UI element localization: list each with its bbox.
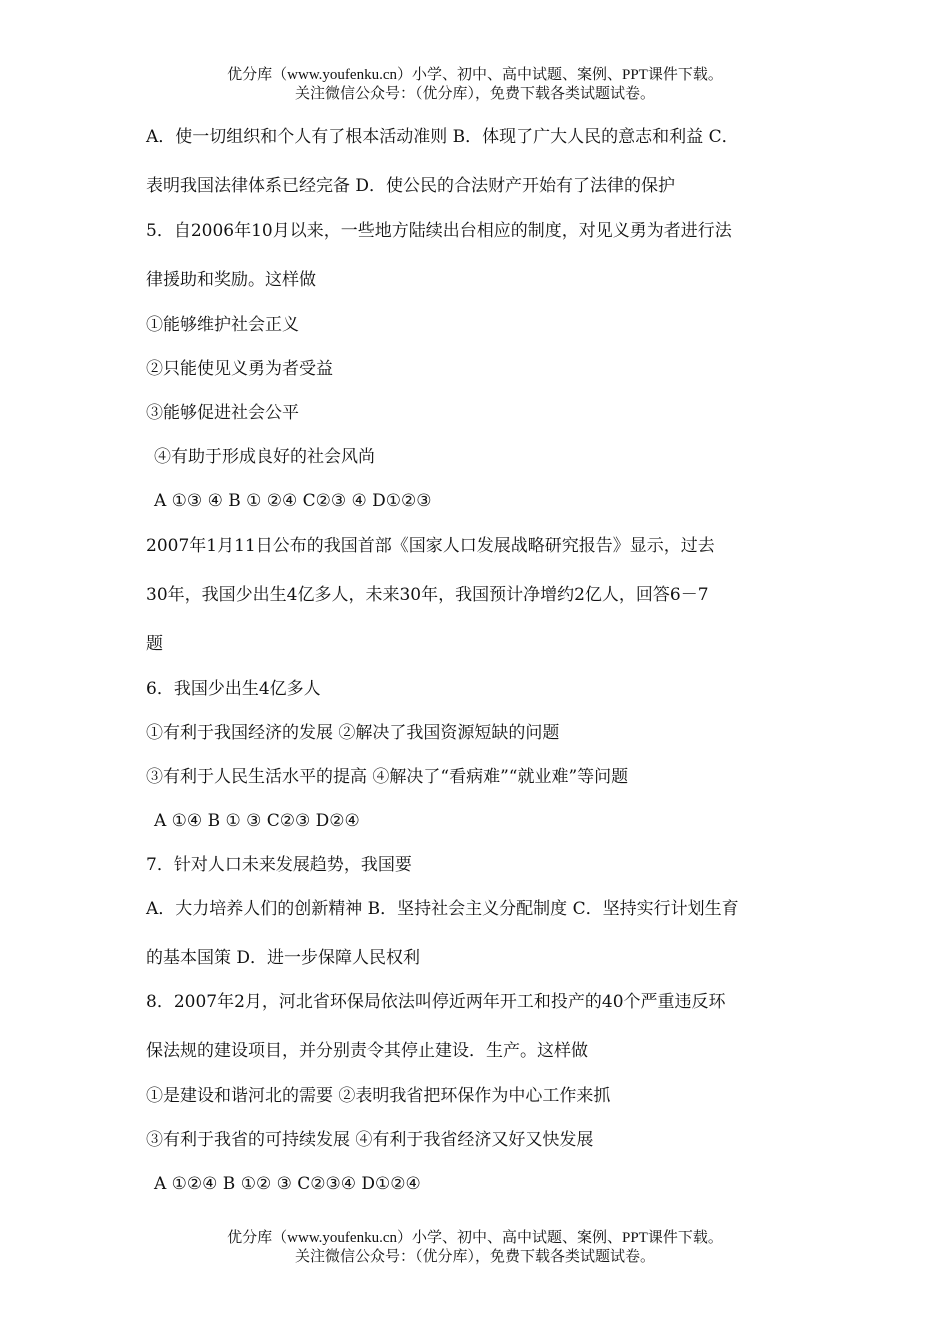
q6-choices: A ①④ B ① ③ C②③ D②④ — [154, 811, 360, 831]
page-footer — [0, 1229, 950, 1267]
q7-stem: 7．针对人口未来发展趋势，我国要 — [146, 855, 412, 875]
q5-stem-line-2: 律援助和奖励。这样做 — [146, 270, 316, 290]
q5-statement-3: ③能够促进社会公平 — [146, 403, 299, 423]
q5-stem-line-1: 5．自2006年10月以来，一些地方陆续出台相应的制度，对见义勇为者进行法 — [146, 221, 732, 241]
q8-statements-1-2: ①是建设和谐河北的需要 ②表明我省把环保作为中心工作来抓 — [146, 1086, 611, 1106]
q4-options-line-2: 表明我国法律体系已经完备 D．使公民的合法财产开始有了法律的保护 — [146, 176, 676, 196]
q7-options-line-2: 的基本国策 D．进一步保障人民权利 — [146, 948, 421, 968]
q8-choices: A ①②④ B ①② ③ C②③④ D①②④ — [154, 1174, 421, 1194]
q6-stem: 6．我国少出生4亿多人 — [146, 679, 321, 699]
q5-statement-4: ④有助于形成良好的社会风尚 — [154, 447, 375, 467]
q8-stem-line-1: 8．2007年2月，河北省环保局依法叫停近两年开工和投产的40个严重违反环 — [146, 992, 726, 1012]
header-line-1: 优分库（www.youfenku.cn）小学、初中、高中试题、案例、PPT课件下载。 — [227, 67, 723, 83]
q5-statement-2: ②只能使见义勇为者受益 — [146, 359, 333, 379]
footer-line-2: 关注微信公众号：（优分库），免费下载各类试题试卷。 — [294, 1249, 655, 1265]
q5-statement-1: ①能够维护社会正义 — [146, 315, 299, 335]
footer-line-1: 优分库（www.youfenku.cn）小学、初中、高中试题、案例、PPT课件下载。 — [227, 1230, 723, 1246]
q5-choices: A ①③ ④ B ① ②④ C②③ ④ D①②③ — [154, 491, 432, 511]
q4-options-line-1: A．使一切组织和个人有了根本活动准则 B．体现了广大人民的意志和利益 C． — [146, 127, 739, 147]
q8-stem-line-2: 保法规的建设项目，并分别责令其停止建设．生产。这样做 — [146, 1041, 588, 1061]
q6-7-intro-line-3: 题 — [146, 634, 163, 654]
q6-statements-1-2: ①有利于我国经济的发展 ②解决了我国资源短缺的问题 — [146, 723, 560, 743]
q6-statements-3-4: ③有利于人民生活水平的提高 ④解决了“看病难”“就业难”等问题 — [146, 767, 629, 787]
q6-7-intro-line-2: 30年，我国少出生4亿多人，未来30年，我国预计净增约2亿人，回答6－7 — [146, 585, 709, 605]
header-line-2: 关注微信公众号：（优分库），免费下载各类试题试卷。 — [294, 86, 655, 102]
q8-statements-3-4: ③有利于我省的可持续发展 ④有利于我省经济又好又快发展 — [146, 1130, 594, 1150]
q7-options-line-1: A．大力培养人们的创新精神 B．坚持社会主义分配制度 C．坚持实行计划生育 — [146, 899, 739, 919]
q6-7-intro-line-1: 2007年1月11日公布的我国首部《国家人口发展战略研究报告》显示，过去 — [146, 536, 715, 556]
